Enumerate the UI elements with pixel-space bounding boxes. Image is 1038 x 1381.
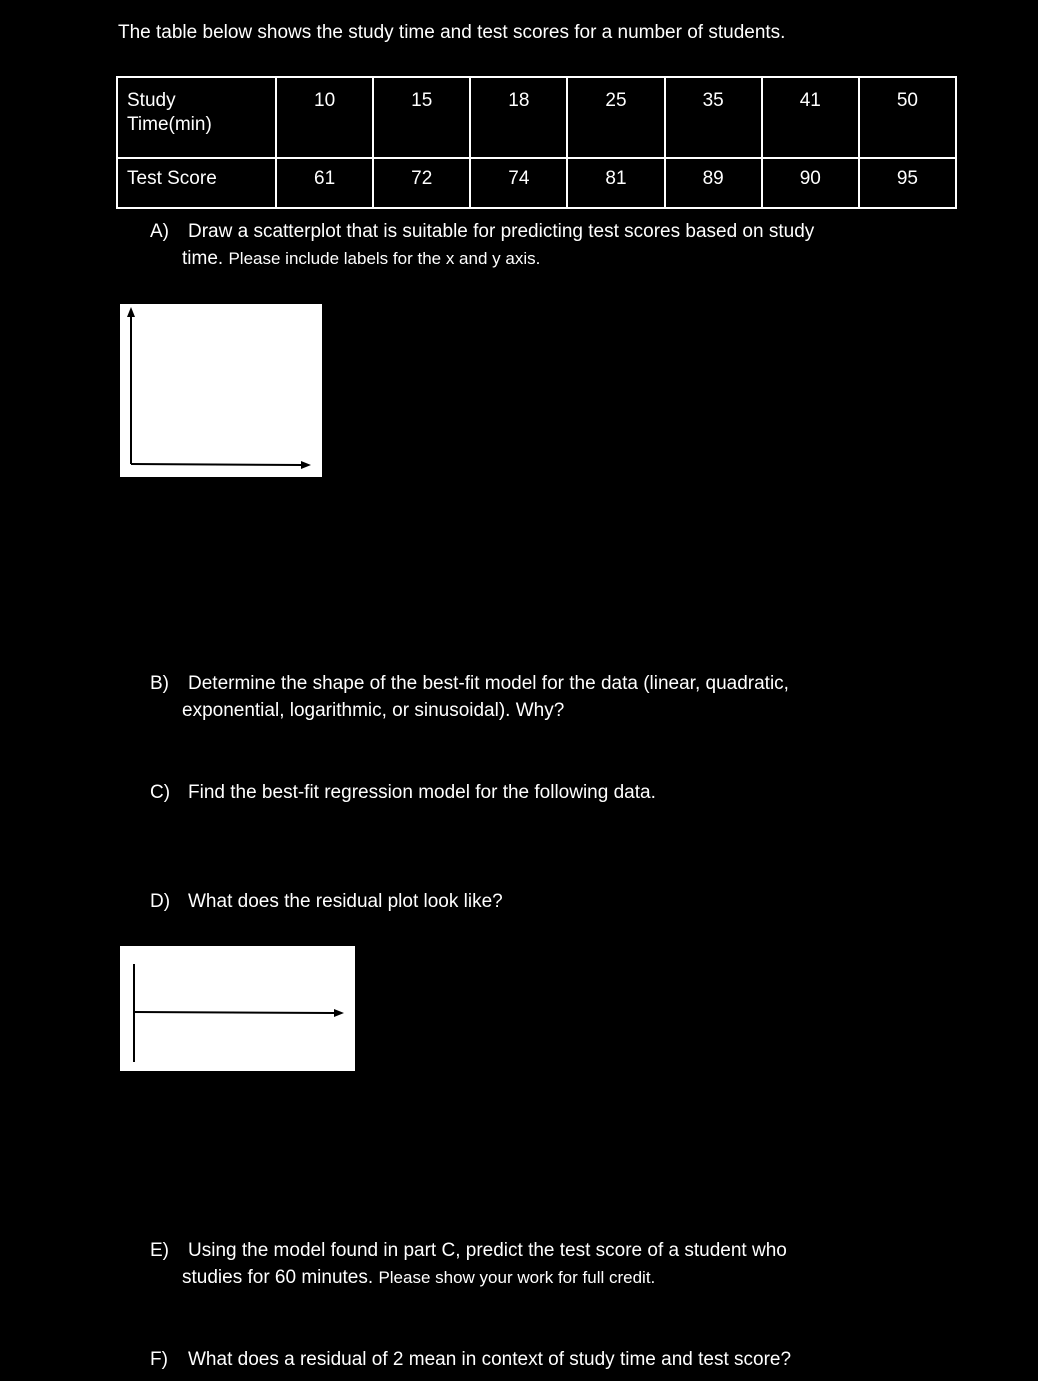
residual-plot-blank-graph[interactable] — [120, 946, 355, 1071]
question-d-line1: What does the residual plot look like? — [188, 891, 503, 912]
scatterplot-axes — [120, 304, 322, 477]
question-f — [150, 1346, 791, 1373]
question-c-line1: Find the best-fit regression model for the following data. — [188, 782, 656, 803]
scatterplot-x-axis-arrow — [301, 461, 311, 469]
question-e-line2-main: studies for 60 minutes. — [182, 1267, 374, 1288]
question-e-line1: Using the model found in part C, predict the test score of a student who — [188, 1240, 787, 1261]
question-f-line1: What does a residual of 2 mean in context of study time and test score? — [188, 1349, 792, 1370]
residual-plot-axes — [120, 946, 355, 1071]
test-score-cell: 90 — [762, 158, 859, 208]
study-time-header-line2: Time(min) — [127, 114, 212, 135]
test-score-cell: 95 — [859, 158, 956, 208]
study-time-cell: 25 — [567, 77, 664, 158]
question-a-line2-small: Please include labels for the x and y axis. — [228, 249, 541, 268]
question-a-line2 — [150, 245, 814, 272]
scatterplot-blank-graph[interactable] — [120, 304, 322, 477]
data-table — [116, 76, 957, 209]
study-time-header — [117, 77, 276, 158]
question-b-line2: exponential, logarithmic, or sinusoidal). Why? — [182, 700, 565, 721]
question-b-letter: B) — [150, 673, 169, 694]
question-b-line1: Determine the shape of the best-fit model for the data (linear, quadratic, — [188, 673, 789, 694]
question-c-letter: C) — [150, 782, 171, 803]
residual-plot-x-axis — [134, 1012, 334, 1013]
study-time-cell: 15 — [373, 77, 470, 158]
scatterplot-y-axis-arrow — [127, 307, 135, 317]
question-d-letter: D) — [150, 891, 171, 912]
study-time-cell: 18 — [470, 77, 567, 158]
test-score-cell: 74 — [470, 158, 567, 208]
table-row-test-score — [117, 158, 956, 208]
question-a — [150, 218, 814, 272]
scatterplot-x-axis — [131, 464, 302, 465]
table-row-study-time — [117, 77, 956, 158]
study-time-cell: 35 — [665, 77, 762, 158]
test-score-cell: 81 — [567, 158, 664, 208]
study-time-header-line1: Study — [127, 90, 176, 111]
question-e-line2 — [150, 1264, 787, 1291]
test-score-cell: 89 — [665, 158, 762, 208]
study-time-cell: 41 — [762, 77, 859, 158]
question-f-letter: F) — [150, 1349, 168, 1370]
test-score-header: Test Score — [117, 158, 276, 208]
question-a-letter: A) — [150, 221, 169, 242]
residual-plot-x-axis-arrow — [334, 1009, 344, 1017]
question-e — [150, 1237, 787, 1291]
test-score-cell: 72 — [373, 158, 470, 208]
question-e-line2-small: Please show your work for full credit. — [378, 1268, 656, 1287]
study-time-cell: 10 — [276, 77, 373, 158]
intro-text: The table below shows the study time and test scores for a number of students. — [118, 22, 786, 43]
study-time-cell: 50 — [859, 77, 956, 158]
test-score-cell: 61 — [276, 158, 373, 208]
question-b — [150, 670, 789, 724]
question-e-letter: E) — [150, 1240, 169, 1261]
question-d — [150, 888, 503, 915]
question-c — [150, 779, 656, 806]
question-a-line1: Draw a scatterplot that is suitable for predicting test scores based on study — [188, 221, 815, 242]
question-a-line2-main: time. — [182, 248, 224, 269]
